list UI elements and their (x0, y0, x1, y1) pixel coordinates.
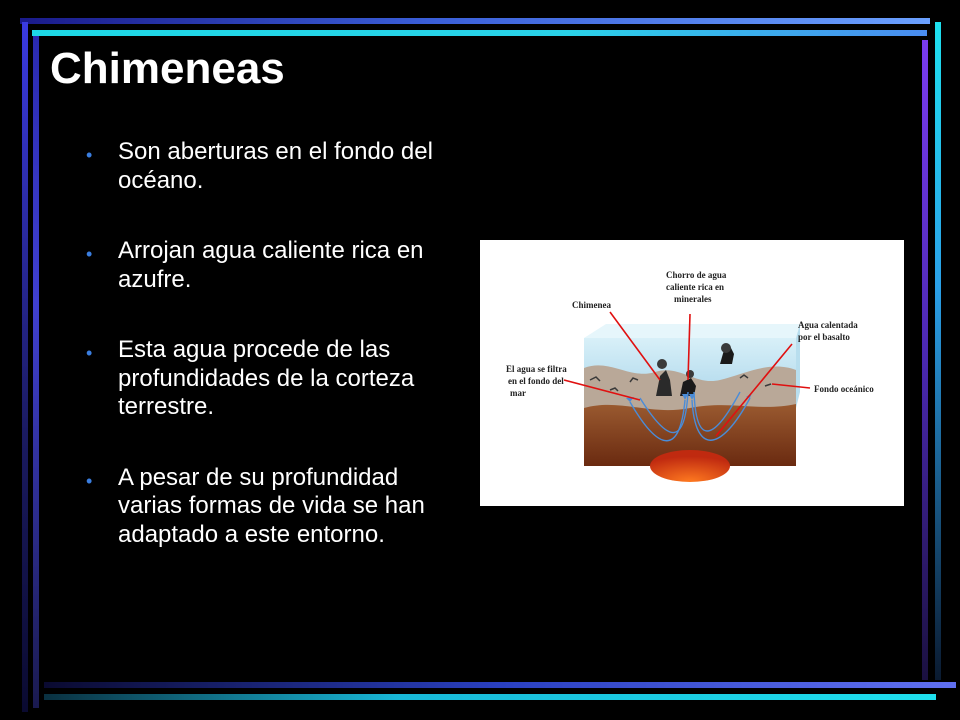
bullet-dot-icon: • (86, 244, 93, 265)
water-top-face (584, 324, 800, 338)
label-filtra-line2: en el fondo del (508, 376, 564, 386)
frame-bar-right-outer (935, 22, 941, 680)
frame-bar-bottom-upper (44, 682, 956, 688)
bullet-text: Arrojan agua caliente rica en azufre. (118, 237, 424, 293)
label-chimenea: Chimenea (572, 300, 611, 310)
label-filtra-line1: El agua se filtra (506, 364, 567, 374)
bullet-item (84, 336, 464, 422)
magma-chamber (650, 450, 730, 482)
bullet-dot-icon: • (86, 145, 93, 165)
label-chorro-line1: Chorro de agua (666, 270, 727, 280)
frame-bar-bottom-lower (44, 694, 936, 700)
label-agua-calentada-line1: Agua calentada (798, 320, 858, 330)
smoke-plume (657, 359, 667, 369)
label-agua-calentada-line2: por el basalto (798, 332, 850, 342)
label-chorro-line2: caliente rica en (666, 282, 724, 292)
smoke-plume (686, 370, 694, 378)
frame-bar-top-outer (20, 18, 930, 24)
label-filtra-line3: mar (510, 388, 526, 398)
label-fondo-oceanico: Fondo oceánico (814, 384, 874, 394)
bullet-item (84, 138, 464, 195)
bullet-text: A pesar de su profundidad varias formas de vida se han adaptado a este entorno. (118, 463, 425, 548)
frame-bar-left-outer (22, 22, 28, 712)
frame-bar-left-inner (33, 36, 39, 708)
bullet-item (84, 464, 464, 550)
bullet-text: Son aberturas en el fondo del océano. (118, 138, 433, 194)
vent-diagram-svg (480, 240, 904, 506)
hydrothermal-vent-diagram (480, 240, 904, 506)
bullet-list (84, 138, 464, 591)
bullet-dot-icon: • (86, 343, 93, 364)
frame-bar-top-inner (32, 30, 927, 36)
frame-bar-right-inner (922, 40, 928, 680)
bullet-dot-icon: • (86, 470, 93, 491)
slide-title: Chimeneas (50, 44, 285, 93)
bullet-text: Esta agua procede de las profundidades de la corteza terrestre. (118, 336, 415, 421)
bullet-item (84, 237, 464, 294)
smoke-plume (721, 343, 731, 353)
label-chorro-line3: minerales (674, 294, 712, 304)
